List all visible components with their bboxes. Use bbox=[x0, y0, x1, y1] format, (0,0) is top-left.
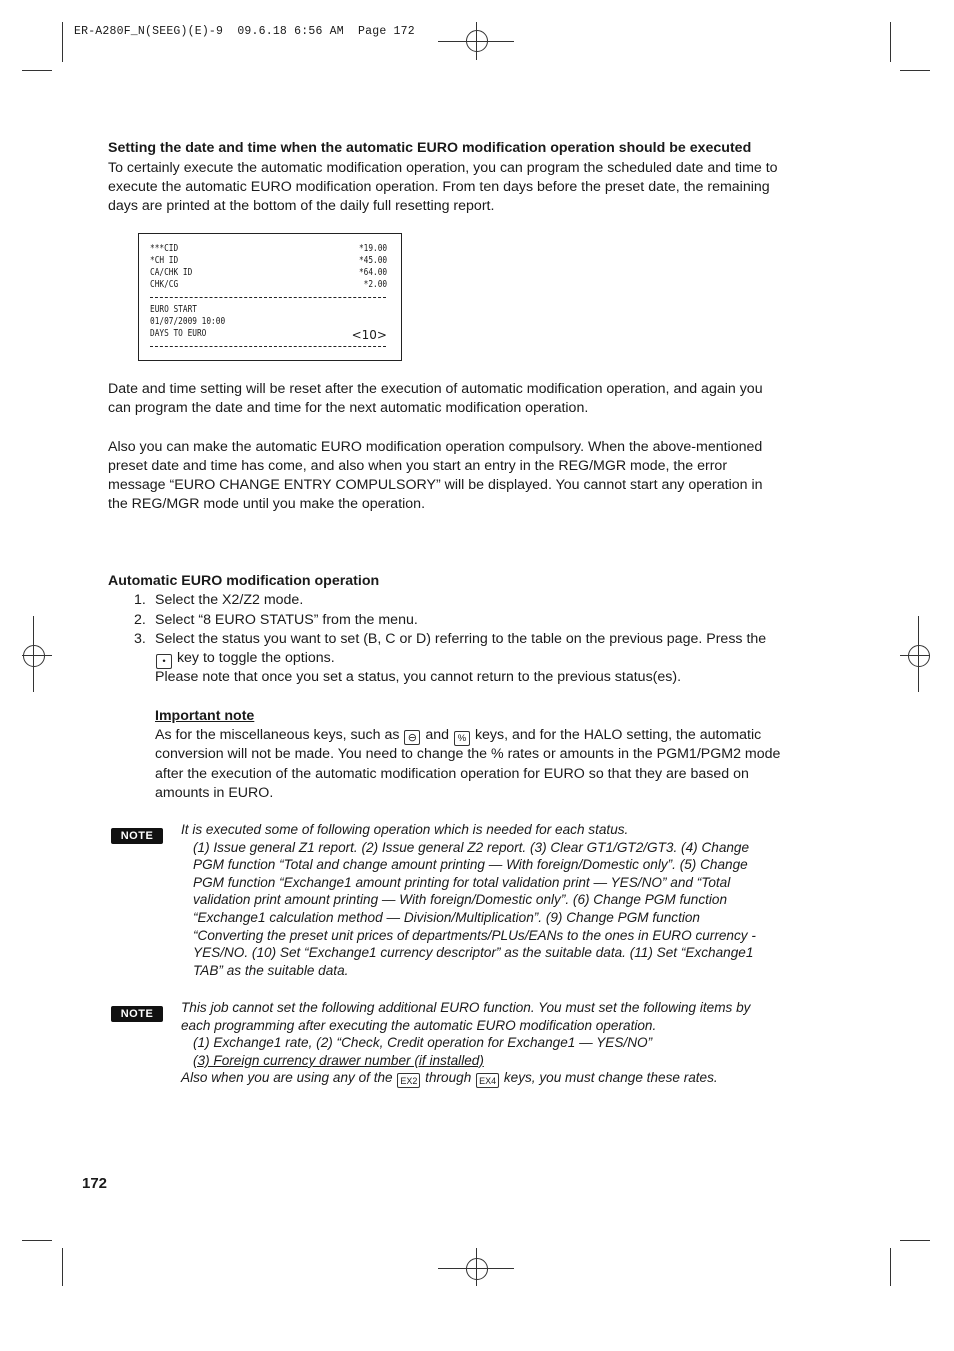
note-line: It is executed some of following operation which is needed for each status. bbox=[181, 822, 629, 837]
crop-mark bbox=[890, 22, 891, 62]
registration-mark-line bbox=[900, 655, 930, 656]
registration-mark-line bbox=[22, 655, 52, 656]
receipt-sample bbox=[138, 233, 402, 361]
page-number: 172 bbox=[82, 1175, 108, 1192]
note-block bbox=[181, 999, 801, 1088]
crop-mark bbox=[900, 70, 930, 71]
paragraph-line: Date and time setting will be reset after the execution of automatic modification operation, and again you bbox=[108, 381, 763, 397]
registration-mark bbox=[23, 645, 45, 667]
note-line: “Exchange1 calculation method — Division/Multiplication”. (9) Change PGM function bbox=[193, 909, 700, 925]
note-line: validation print amount printing — With foreign/Domestic only”. (6) Change PGM function bbox=[193, 892, 728, 908]
note-badge: NOTE bbox=[111, 828, 163, 844]
registration-mark-line bbox=[476, 22, 477, 60]
receipt-row: CHK/CG *2.00 bbox=[150, 279, 388, 290]
paragraph-line: execute the automatic EURO modification operation. From ten days before the preset date, the remaining bbox=[108, 179, 770, 195]
paragraph-line: days are printed at the bottom of the daily full resetting report. bbox=[108, 198, 495, 214]
note-line: YES/NO. (10) Set “Exchange1 currency descriptor” as the suitable data. (11) Set “Exchange1 bbox=[193, 945, 754, 961]
note-line: PGM function “Exchange1 amount printing for total validation print — YES/NO” and “Total bbox=[193, 874, 731, 890]
paragraph-line: the REG/MGR mode until you make the operation. bbox=[108, 496, 426, 512]
print-header: ER-A280F_N(SEEG)(E)-9 09.6.18 6:56 AM Page 172 bbox=[74, 25, 415, 38]
paragraph-line: message “EURO CHANGE ENTRY COMPULSORY” will be displayed. You cannot start any operation in bbox=[108, 477, 763, 493]
note-line: TAB” as the suitable data. bbox=[193, 962, 349, 978]
minus-key-icon: ⊖ bbox=[404, 730, 420, 745]
dot-key-icon: • bbox=[156, 654, 172, 669]
ex4-key-icon: EX4 bbox=[476, 1073, 499, 1088]
note-badge: NOTE bbox=[111, 1006, 163, 1022]
crop-mark bbox=[22, 1240, 52, 1241]
receipt-days-value: <10> bbox=[351, 328, 387, 342]
crop-mark bbox=[22, 70, 52, 71]
registration-mark bbox=[466, 1258, 488, 1280]
important-note-line: As for the miscellaneous keys, such as ⊖ and % keys, and for the HALO setting, the automatic bbox=[155, 727, 762, 744]
list-item: 1. Select the X2/Z2 mode. bbox=[134, 592, 304, 608]
registration-mark-line bbox=[33, 616, 34, 692]
note-line: (1) Issue general Z1 report. (2) Issue general Z2 report. (3) Clear GT1/GT2/GT3. (4) Change bbox=[193, 839, 750, 855]
step3-note: Please note that once you set a status, you cannot return to the previous status(es). bbox=[155, 669, 682, 685]
receipt-row: *CH ID *45.00 bbox=[150, 255, 388, 266]
list-item: 3. Select the status you want to set (B, C or D) referring to the table on the previous page. Press the bbox=[134, 631, 767, 647]
important-note-line: amounts in EURO. bbox=[155, 785, 274, 801]
note-line: (3) Foreign currency drawer number (if installed) bbox=[193, 1052, 484, 1068]
paragraph-line: preset date and time has come, and also when you start an entry in the REG/MGR mode, the error bbox=[108, 458, 728, 474]
note-line: Also when you are using any of the EX2 through EX4 keys, you must change these rates. bbox=[181, 1070, 718, 1087]
receipt-divider bbox=[150, 297, 386, 298]
section-title-auto-euro: Automatic EURO modification operation bbox=[108, 573, 380, 589]
registration-mark bbox=[908, 645, 930, 667]
receipt-days-label: DAYS TO EURO bbox=[150, 328, 207, 339]
paragraph-line: Also you can make the automatic EURO modification operation compulsory. When the above-mentioned bbox=[108, 439, 763, 455]
percent-key-icon: % bbox=[454, 731, 470, 746]
paragraph-line: can program the date and time for the next automatic modification operation. bbox=[108, 400, 589, 416]
receipt-row: ***CID *19.00 bbox=[150, 243, 388, 254]
note-line: This job cannot set the following additional EURO function. You must set the following items by bbox=[181, 1000, 751, 1015]
receipt-euro-start: EURO START bbox=[150, 304, 197, 315]
registration-mark-line bbox=[476, 1248, 477, 1286]
step3-continuation: • key to toggle the options. bbox=[155, 649, 805, 669]
paragraph-line: To certainly execute the automatic modification operation, you can program the scheduled date and time to bbox=[108, 160, 778, 176]
crop-mark bbox=[62, 1248, 63, 1286]
note-line: each programming after executing the automatic EURO modification operation. bbox=[181, 1017, 657, 1033]
receipt-divider bbox=[150, 346, 386, 347]
important-note-line: after the execution of the automatic modification operation for EURO so that they are based on bbox=[155, 766, 749, 782]
receipt-row: CA/CHK ID *64.00 bbox=[150, 267, 388, 278]
list-item: 2. Select “8 EURO STATUS” from the menu. bbox=[134, 612, 418, 628]
important-note-line: conversion will not be made. You need to change the % rates or amounts in the PGM1/PGM2 mode bbox=[155, 746, 781, 762]
important-note-title: Important note bbox=[155, 708, 255, 724]
note-line: (1) Exchange1 rate, (2) “Check, Credit operation for Exchange1 — YES/NO” bbox=[193, 1035, 653, 1051]
note-line: “Converting the preset unit prices of departments/PLUs/EANs to the ones in EURO currency - bbox=[193, 927, 756, 943]
ex2-key-icon: EX2 bbox=[397, 1073, 420, 1088]
crop-mark bbox=[62, 22, 63, 62]
note-line: PGM function “Total and change amount printing — With foreign/Domestic only”. (5) Change bbox=[193, 857, 748, 873]
receipt-datetime: 01/07/2009 10:00 bbox=[150, 316, 226, 327]
crop-mark bbox=[900, 1240, 930, 1241]
note-block bbox=[181, 821, 801, 979]
crop-mark bbox=[890, 1248, 891, 1286]
section-title-date-time: Setting the date and time when the automatic EURO modification operation should be executed bbox=[108, 140, 752, 156]
registration-mark-line bbox=[918, 616, 919, 692]
